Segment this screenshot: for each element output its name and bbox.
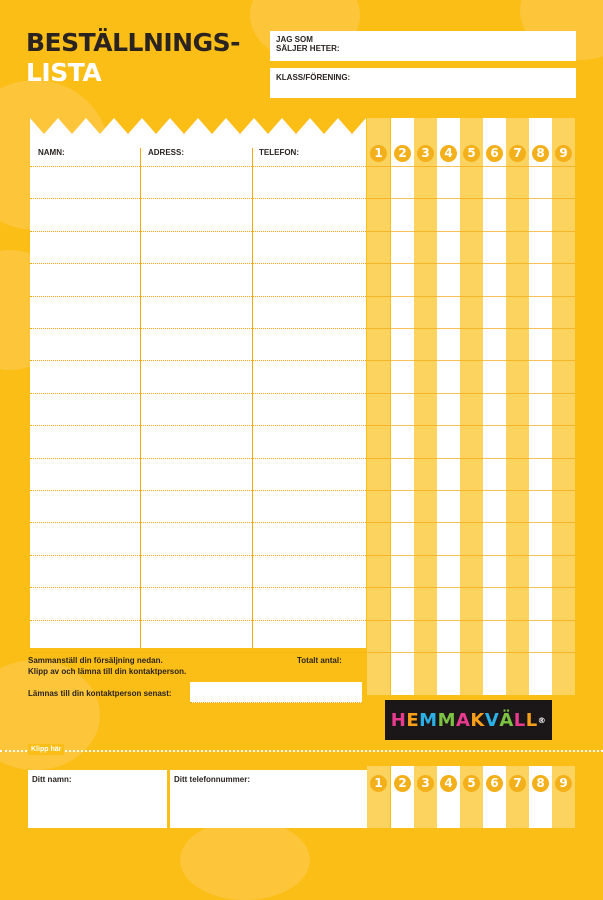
table-row-line — [30, 263, 366, 264]
table-column-divider — [252, 148, 253, 648]
registered-mark: ® — [537, 715, 547, 725]
table-row-line — [30, 425, 366, 426]
grid-row-line — [367, 263, 575, 264]
grid-row-line — [367, 490, 575, 491]
logo-letter: L — [513, 709, 526, 731]
table-column-divider — [140, 148, 141, 648]
product-number-7: 7 — [509, 775, 526, 792]
table-row-line — [30, 198, 366, 199]
product-column-6 — [483, 118, 506, 695]
logo-letter: E — [406, 709, 420, 731]
product-number-4: 4 — [440, 145, 457, 162]
product-number-9: 9 — [555, 145, 572, 162]
grid-row-line — [367, 425, 575, 426]
deadline-label: Lämnas till din kontaktperson senast: — [28, 689, 172, 698]
product-column-2 — [391, 118, 414, 695]
logo-letter: K — [470, 709, 485, 731]
table-row-line — [30, 166, 366, 167]
logo-letter: V — [484, 709, 500, 731]
grid-row-line — [367, 296, 575, 297]
product-number-3: 3 — [417, 775, 434, 792]
product-number-6: 6 — [486, 775, 503, 792]
product-number-1: 1 — [370, 775, 387, 792]
order-table-body — [30, 118, 366, 648]
logo-letter: Ä — [499, 709, 514, 731]
table-row-line — [30, 587, 366, 588]
header-address: ADRESS: — [148, 148, 185, 157]
product-number-1: 1 — [370, 145, 387, 162]
class-field[interactable] — [270, 68, 576, 98]
product-column-3 — [414, 118, 437, 695]
grid-row-line — [367, 458, 575, 459]
table-row-line — [30, 393, 366, 394]
product-number-6: 6 — [486, 145, 503, 162]
footer-name-field[interactable] — [28, 770, 167, 828]
product-column-4 — [437, 118, 460, 695]
product-number-2: 2 — [394, 775, 411, 792]
grid-row-line — [367, 231, 575, 232]
logo-letter: A — [455, 709, 471, 731]
header-name: NAMN: — [38, 148, 65, 157]
grid-row-line — [367, 555, 575, 556]
table-row-line — [30, 360, 366, 361]
table-row-line — [30, 522, 366, 523]
seller-label: JAG SOM SÄLJER HETER: — [276, 35, 340, 53]
hemmakvall-logo — [385, 700, 552, 740]
product-number-8: 8 — [532, 775, 549, 792]
product-number-9: 9 — [555, 775, 572, 792]
header-phone: TELEFON: — [259, 148, 299, 157]
grid-row-line — [367, 166, 575, 167]
table-row-line — [30, 328, 366, 329]
footer-phone-field[interactable] — [170, 770, 367, 828]
table-row-line — [30, 490, 366, 491]
product-number-4: 4 — [440, 775, 457, 792]
cut-line — [0, 750, 603, 752]
logo-letter: H — [390, 709, 407, 731]
page-title — [26, 28, 240, 88]
table-row-line — [30, 458, 366, 459]
summary-text: Sammanställ din försäljning nedan. Klipp av och lämna till din kontaktperson. — [28, 656, 187, 676]
table-row-line — [30, 620, 366, 621]
background-circle — [180, 820, 310, 900]
footer-name-label: Ditt namn: — [32, 775, 72, 784]
grid-row-line — [367, 587, 575, 588]
footer-phone-label: Ditt telefonnummer: — [174, 775, 250, 784]
grid-row-line — [367, 198, 575, 199]
product-number-3: 3 — [417, 145, 434, 162]
grid-row-line — [367, 652, 575, 653]
product-number-8: 8 — [532, 145, 549, 162]
product-number-5: 5 — [463, 145, 480, 162]
logo-letter: M — [437, 709, 456, 731]
product-column-5 — [460, 118, 483, 695]
title-line-2: LISTA — [26, 58, 102, 87]
table-row-line — [30, 652, 366, 653]
product-column-8 — [529, 118, 552, 695]
cut-label: Klipp här — [28, 744, 64, 755]
product-number-2: 2 — [394, 145, 411, 162]
grid-row-line — [367, 393, 575, 394]
table-row-line — [30, 231, 366, 232]
deadline-field[interactable] — [190, 682, 362, 703]
product-number-5: 5 — [463, 775, 480, 792]
logo-letter: M — [419, 709, 438, 731]
title-line-1: BESTÄLLNINGS- — [26, 28, 241, 57]
product-column-7 — [506, 118, 529, 695]
grid-row-line — [367, 522, 575, 523]
class-label: KLASS/FÖRENING: — [276, 73, 351, 82]
product-column-9 — [552, 118, 575, 695]
product-column-1 — [367, 118, 390, 695]
table-row-line — [30, 296, 366, 297]
table-row-line — [30, 555, 366, 556]
grid-row-line — [367, 620, 575, 621]
total-label: Totalt antal: — [297, 656, 342, 665]
grid-row-line — [367, 328, 575, 329]
seller-name-field[interactable] — [270, 31, 576, 61]
product-number-7: 7 — [509, 145, 526, 162]
grid-row-line — [367, 360, 575, 361]
logo-letter: L — [525, 709, 538, 731]
